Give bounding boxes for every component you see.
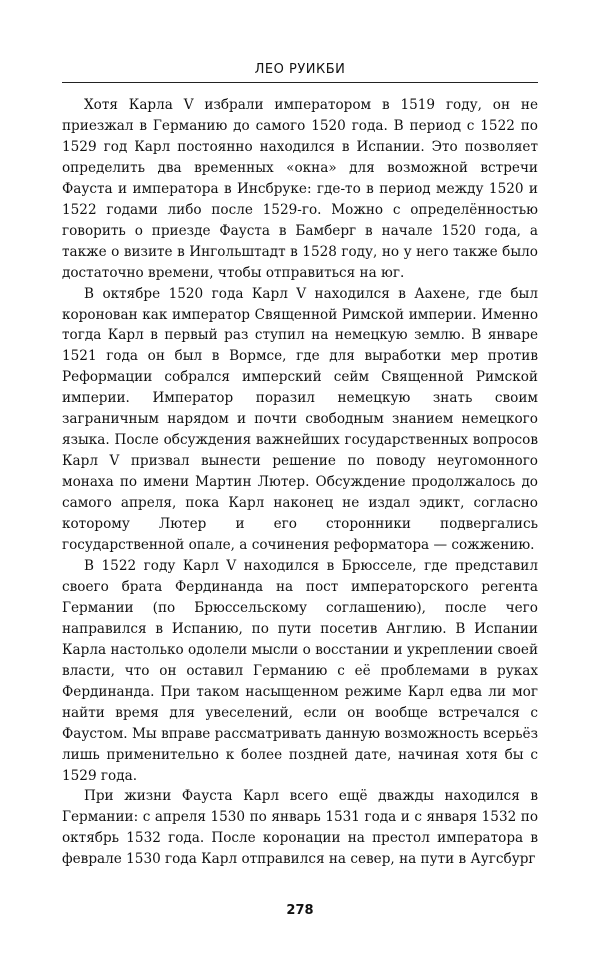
header-rule: [62, 82, 538, 83]
page-number: 278: [286, 903, 314, 918]
paragraph: Хотя Карла V избрали императором в 1519 году, он не приезжал в Германию до самого 1520 года. В период с 1522 по 1529 год Карл постоянно находился в Испании. Это позволяет определить два временных «окна» для возможной встречи Фауста и императора в Инсбруке: где-то в период между 1520 и 1522 годами либо после 1529-го. Можно с определённостью говорить о приезде Фауста в Бамберг в начале 1520 года, а также о визите в Ингольштадт в 1528 году, но у него также было достаточно времени, чтобы отправиться на юг.: [62, 97, 538, 281]
paragraph: В 1522 году Карл V находился в Брюсселе, где представил своего брата Фердинанда на пост императорского регента Германии (по Брюссельскому соглашению), после чего направился в Испанию, по пути посетив Англию. В Испании Карла настолько одолели мысли о восстании и укреплении своей власти, что он оставил Германию с её проблемами в руках Фердинанда. При таком насыщенном режиме Карл едва ли мог найти время для увеселений, если он вообще встречался с Фаустом. Мы вправе рассматривать данную возможность всерьёз лишь применительно к более поздней дате, начиная хотя бы с 1529 года.: [62, 557, 538, 784]
running-head: ЛЕО РУИКБИ: [254, 62, 346, 77]
body-text: [62, 95, 538, 870]
paragraph: При жизни Фауста Карл всего ещё дважды находился в Германии: с апреля 1530 по январь 1531 года и с января 1532 по октябрь 1532 года. После коронации на престол императора в феврале 1530 года Карл отправился на север, на пути в Аугсбург: [62, 788, 538, 868]
paragraph: В октябре 1520 года Карл V находился в Аахене, где был коронован как император Священной Римской империи. Именно тогда Карл в первый раз ступил на немецкую землю. В январе 1521 года он был в Вормсе, где для выработки мер против Реформации собрался имперский сейм Священной Римской империи. Император поразил немецкую знать своим заграничным нарядом и почти свободным знанием немецкого языка. После обсуждения важнейших государственных вопросов Карл V призвал вынести решение по поводу неугомонного монаха по имени Мартин Лютер. Обсуждение продолжалось до самого апреля, пока Карл наконец не издал эдикт, согласно которому Лютер и его сторонники подвергались государственной опале, а сочинения реформатора — сожжению.: [62, 285, 538, 554]
